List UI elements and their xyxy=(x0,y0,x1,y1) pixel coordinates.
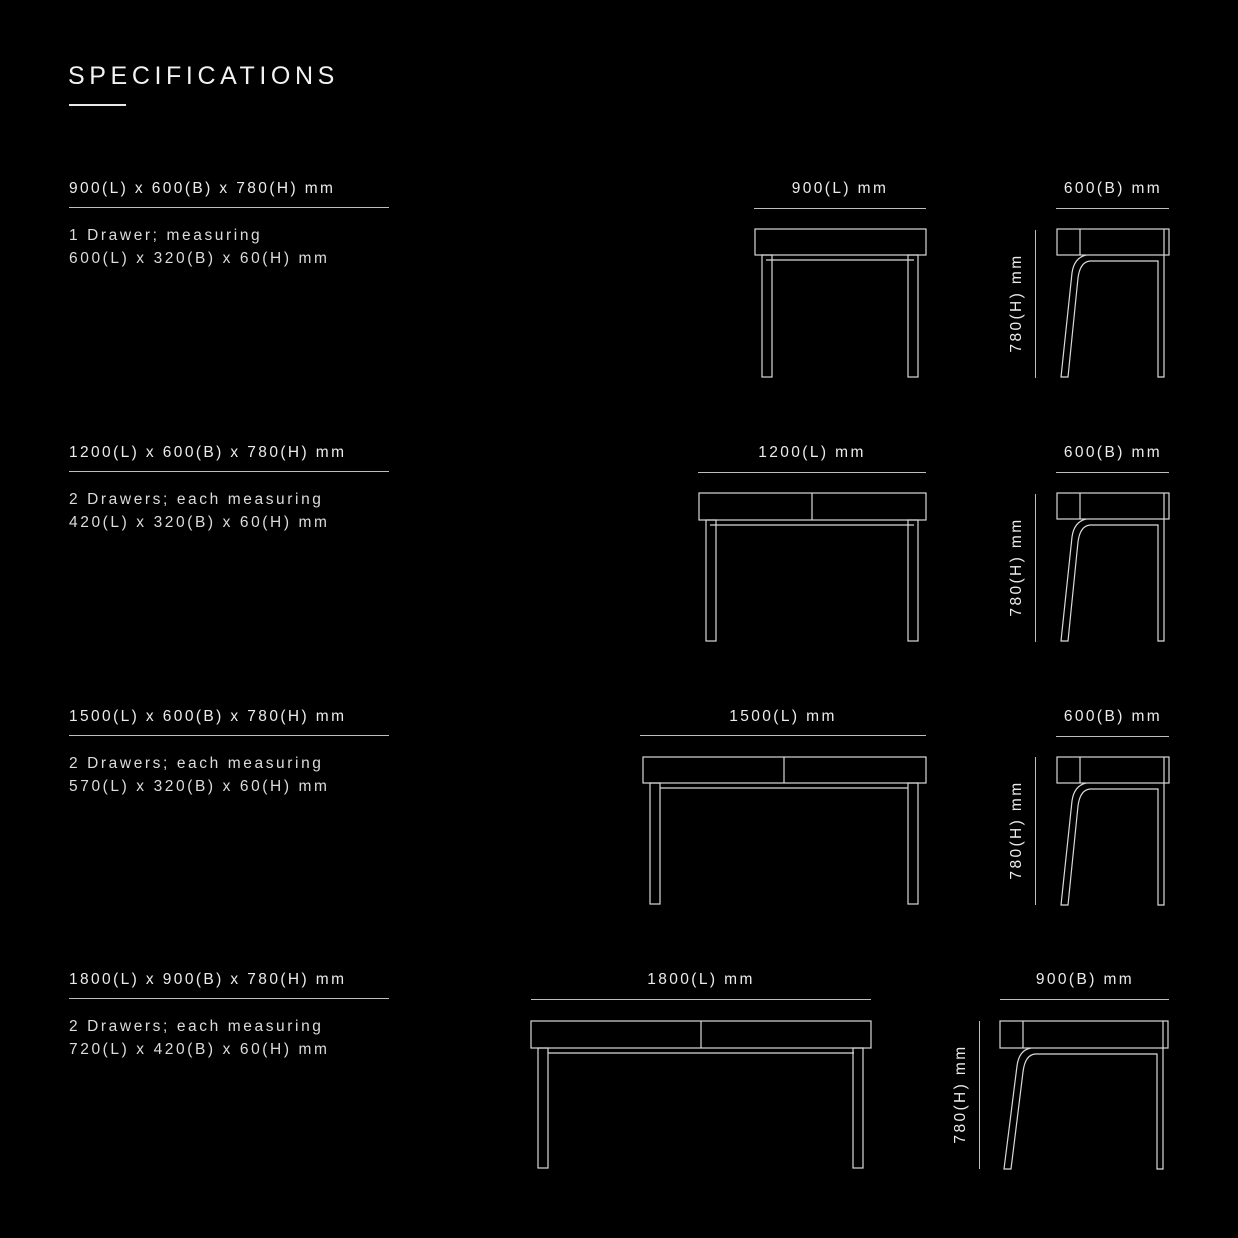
side-depth-rule xyxy=(1000,999,1169,1000)
spec-block-900 xyxy=(69,180,389,270)
spec-block-1800 xyxy=(69,971,389,1061)
side-elevation-drawing-1800 xyxy=(999,1020,1169,1172)
height-rule xyxy=(1035,230,1036,378)
front-elevation-drawing-1200 xyxy=(698,492,926,644)
drawer-size-text: 420(L) x 320(B) x 60(H) mm xyxy=(69,514,330,531)
side-depth-label: 600(B) mm xyxy=(1063,444,1163,461)
side-depth-label: 900(B) mm xyxy=(1035,971,1135,988)
drawer-size-text: 720(L) x 420(B) x 60(H) mm xyxy=(69,1041,330,1058)
side-elevation-drawing-1500 xyxy=(1056,756,1170,908)
side-elevation-drawing-900 xyxy=(1056,228,1170,380)
spec-size: 1200(L) x 600(B) x 780(H) mm xyxy=(69,444,347,461)
spec-drawers xyxy=(69,752,389,798)
height-label: 780(H) mm xyxy=(1008,780,1025,880)
height-label: 780(H) mm xyxy=(1008,253,1025,353)
drawer-count-text: 1 Drawer; measuring xyxy=(69,227,263,244)
drawer-count-text: 2 Drawers; each measuring xyxy=(69,1018,324,1035)
side-depth-rule xyxy=(1056,472,1169,473)
page-title: SPECIFICATIONS xyxy=(68,62,339,90)
side-depth-label: 600(B) mm xyxy=(1063,708,1163,725)
front-width-label: 1200(L) mm xyxy=(758,444,866,461)
side-depth-label: 600(B) mm xyxy=(1063,180,1163,197)
drawer-count-text: 2 Drawers; each measuring xyxy=(69,755,324,772)
drawer-size-text: 600(L) x 320(B) x 60(H) mm xyxy=(69,250,330,267)
drawer-size-text: 570(L) x 320(B) x 60(H) mm xyxy=(69,778,330,795)
front-elevation-drawing-1800 xyxy=(530,1020,872,1172)
front-width-label: 900(L) mm xyxy=(791,180,889,197)
spec-block-1200 xyxy=(69,444,389,534)
side-depth-rule xyxy=(1056,736,1169,737)
height-rule xyxy=(1035,494,1036,642)
front-elevation-drawing-900 xyxy=(754,228,926,380)
spec-drawers xyxy=(69,488,389,534)
height-rule xyxy=(1035,757,1036,905)
height-label: 780(H) mm xyxy=(952,1044,969,1144)
spec-size: 1500(L) x 600(B) x 780(H) mm xyxy=(69,708,347,725)
spec-drawers xyxy=(69,1015,389,1061)
front-elevation-drawing-1500 xyxy=(642,756,926,908)
front-width-rule xyxy=(698,472,926,473)
front-width-label: 1500(L) mm xyxy=(729,708,837,725)
side-depth-rule xyxy=(1056,208,1169,209)
height-rule xyxy=(979,1021,980,1169)
spec-drawers xyxy=(69,224,389,270)
spec-size: 1800(L) x 900(B) x 780(H) mm xyxy=(69,971,347,988)
drawer-count-text: 2 Drawers; each measuring xyxy=(69,491,324,508)
spec-divider xyxy=(69,998,389,999)
front-width-rule xyxy=(640,735,926,736)
front-width-label: 1800(L) mm xyxy=(647,971,755,988)
title-underline xyxy=(69,104,126,106)
spec-size: 900(L) x 600(B) x 780(H) mm xyxy=(69,180,336,197)
side-elevation-drawing-1200 xyxy=(1056,492,1170,644)
spec-divider xyxy=(69,471,389,472)
front-width-rule xyxy=(531,999,871,1000)
spec-block-1500 xyxy=(69,708,389,798)
front-width-rule xyxy=(754,208,926,209)
spec-divider xyxy=(69,735,389,736)
spec-divider xyxy=(69,207,389,208)
height-label: 780(H) mm xyxy=(1008,517,1025,617)
